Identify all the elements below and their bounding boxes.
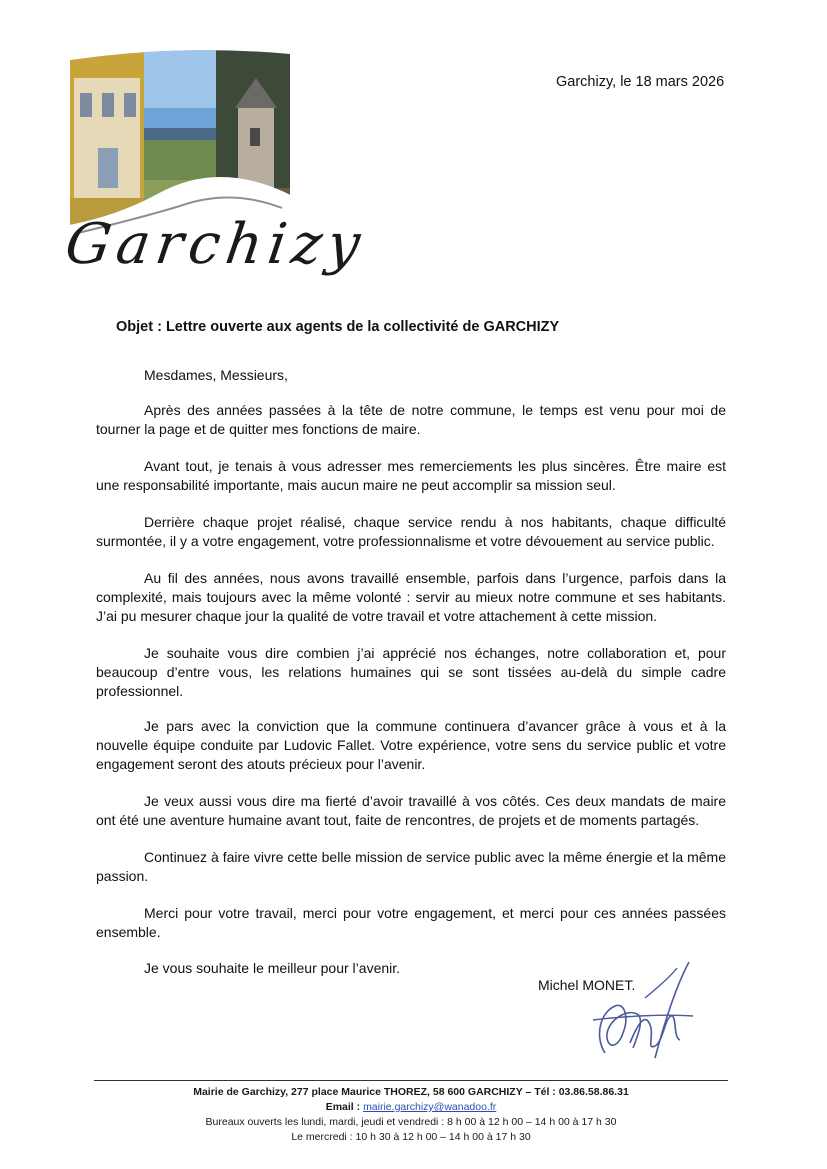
footer — [94, 1085, 728, 1145]
brand-wordmark: Garchizy — [61, 212, 370, 277]
signer-name: Michel MONET. — [538, 977, 636, 993]
footer-email-label: Email : — [325, 1101, 361, 1113]
paragraph: Merci pour votre travail, merci pour votre engagement, et merci pour ces années passées ensemble. — [96, 905, 726, 940]
footer-hours-wednesday: Le mercredi : 10 h 30 à 12 h 00 – 14 h 00 à 17 h 30 — [291, 1131, 531, 1143]
paragraph: Je pars avec la conviction que la commune continuera d’avancer grâce à vous et à la nouvelle équipe conduite par Ludovic Fallet. Votre expérience, votre sens du service public et votre engagement seront des atouts précieux pour l’avenir. — [96, 718, 726, 772]
logo-photo-collage-icon — [60, 48, 300, 238]
letter-subject: Objet : Lettre ouverte aux agents de la collectivité de GARCHIZY — [116, 319, 560, 335]
letter-date: Garchizy, le 18 mars 2026 — [556, 74, 725, 90]
paragraph: Après des années passées à la tête de notre commune, le temps est venu pour moi de tourner la page et de quitter mes fonctions de maire. — [96, 402, 726, 437]
paragraph: Continuez à faire vivre cette belle mission de service public avec la même énergie et la même passion. — [96, 849, 726, 884]
paragraph: Je veux aussi vous dire ma fierté d’avoir travaillé à vos côtés. Ces deux mandats de maire ont été une aventure humaine avant tout, faite de rencontres, de projets et de moments partagés. — [96, 793, 726, 828]
footer-email-line — [94, 1100, 728, 1115]
footer-hours-week: Bureaux ouverts les lundi, mardi, jeudi et vendredi : 8 h 00 à 12 h 00 – 14 h 00 à 17 h 30 — [205, 1116, 617, 1128]
paragraph: Je souhaite vous dire combien j’ai apprécié nos échanges, notre collaboration et, pour beaucoup d’entre vous, les relations humaines qui se sont tissées au-delà du simple cadre professionnel. — [96, 645, 726, 699]
paragraph: Au fil des années, nous avons travaillé ensemble, parfois dans l’urgence, parfois dans la complexité, mais toujours avec la même volonté : servir au mieux notre commune et ses habitants. J’ai pu mesurer chaque jour la qualité de votre travail et votre attachement à cette mission. — [96, 570, 726, 624]
closing-line: Je vous souhaite le meilleur pour l’avenir. — [144, 960, 401, 976]
paragraph: Avant tout, je tenais à vous adresser mes remerciements les plus sincères. Être maire est une responsabilité importante, mais aucun maire ne peut accomplir sa mission seul. — [96, 458, 726, 493]
footer-email-link[interactable]: mairie.garchizy@wanadoo.fr — [363, 1101, 497, 1113]
handwritten-signature-icon — [585, 958, 695, 1063]
salutation: Mesdames, Messieurs, — [144, 367, 288, 383]
footer-address: Mairie de Garchizy, 277 place Maurice THOREZ, 58 600 GARCHIZY – Tél : 03.86.58.86.31 — [193, 1086, 629, 1098]
paragraph: Derrière chaque projet réalisé, chaque service rendu à nos habitants, chaque difficulté surmontée, il y a votre engagement, votre professionnalisme et votre dévouement au service public. — [96, 514, 726, 549]
footer-divider — [94, 1080, 728, 1081]
